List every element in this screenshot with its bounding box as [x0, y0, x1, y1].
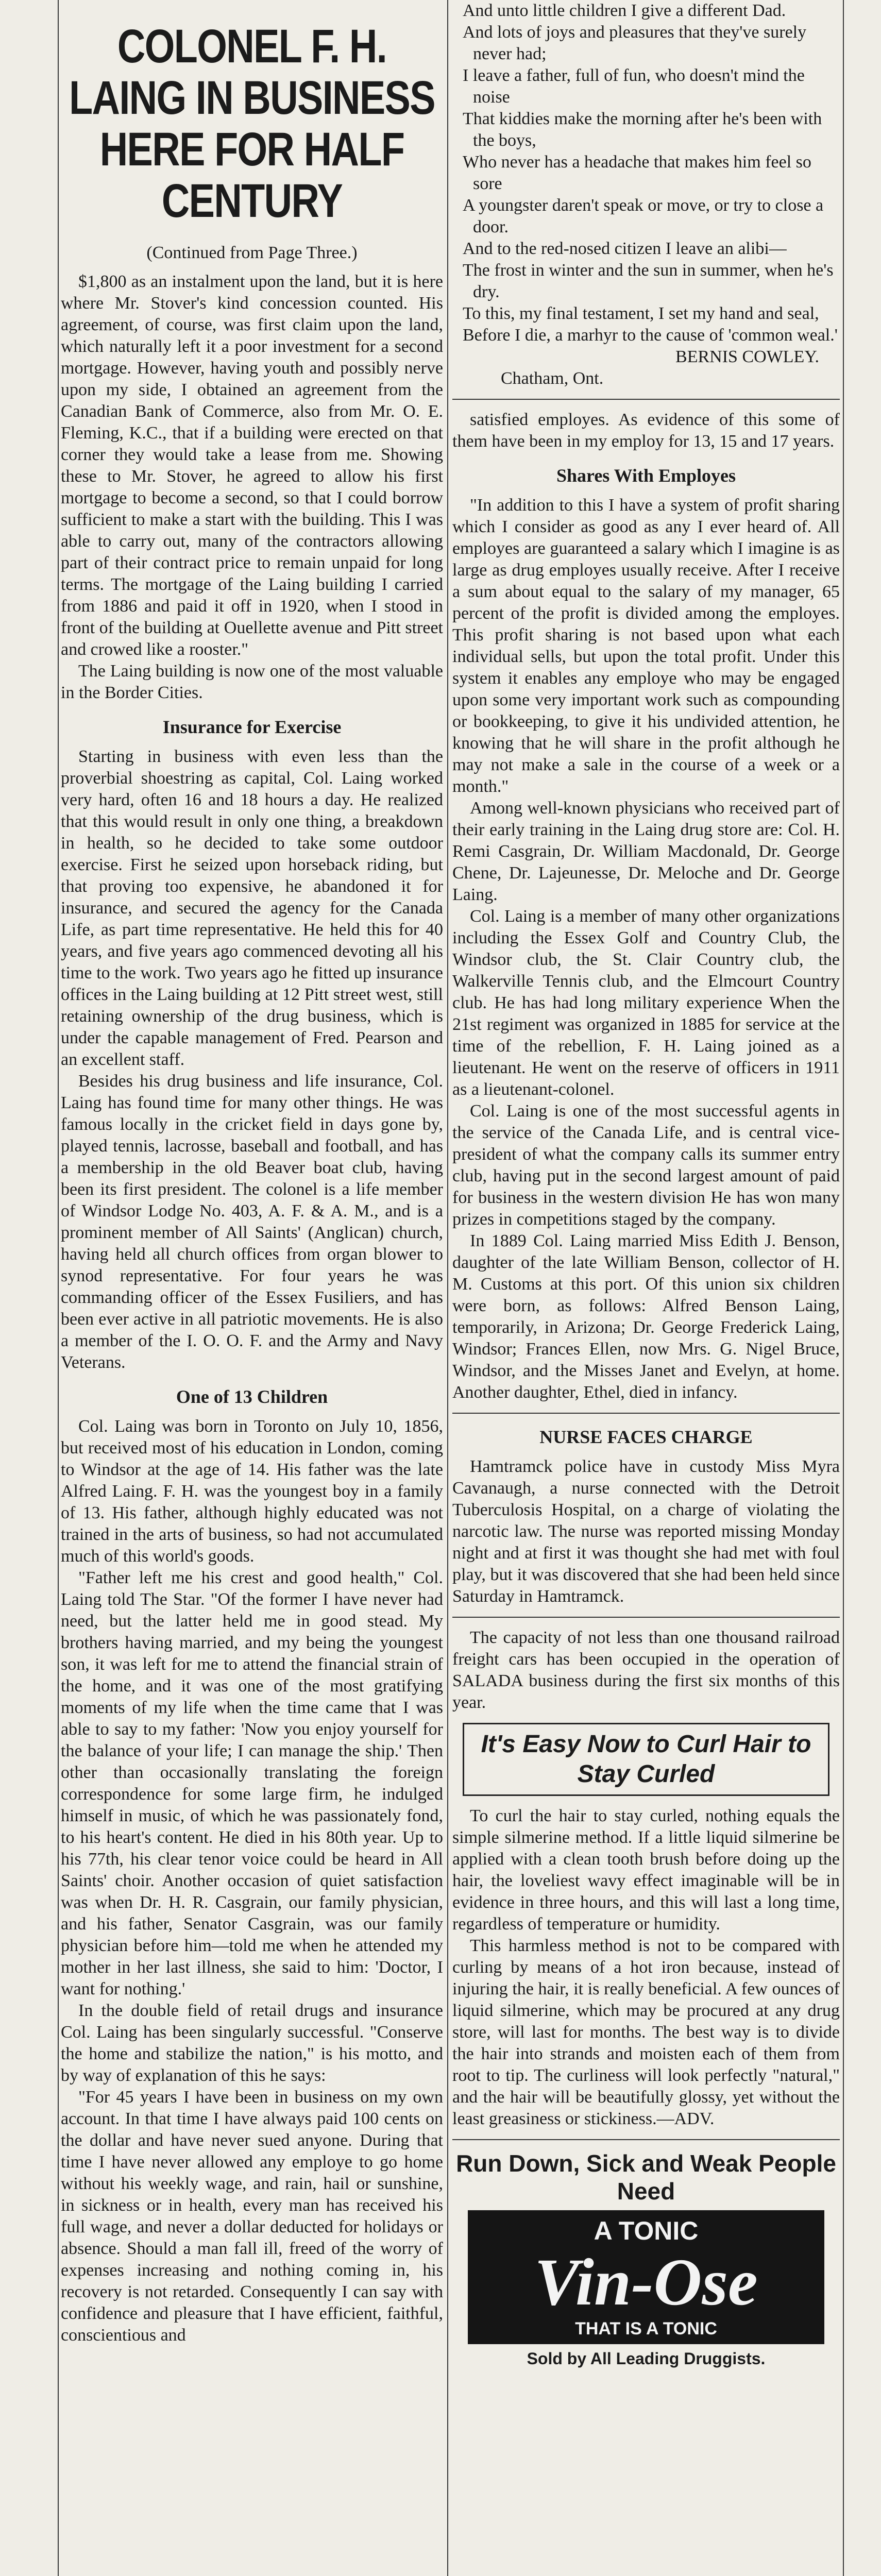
curl-ad-title: It's Easy Now to Curl Hair to Stay Curled	[481, 1731, 811, 1788]
poem-paragraph: And to the red-nosed citizen I leave an alibi—	[463, 239, 787, 258]
intro-paragraph: The Laing building is now one of the most valuable in the Border Cities.	[61, 662, 443, 702]
poem-paragraph: To this, my final testament, I set my hand and seal,	[463, 304, 819, 323]
shares-paragraph: Col. Laing is one of the most successful agents in the service of the Canada Life, and is central vice-president of what the company calls its summer entry club, having put in the second largest amount of paid for business in the western division He has won many prizes in competitions staged by the company.	[452, 1101, 840, 1229]
children-paragraph: "Father left me his crest and good health," Col. Laing told The Star. "Of the former I have never had need, but the latter held me in good stead. My brothers having married, and my being the youngest son, it was left for me to attend the financial strain of the home, and it was one of the most gratifying moments of my life when the time came that I was able to say to my father: 'Now you enjoy yourself for the balance of your life; I can manage the ship.' Then other than occasionally translating the foreign correspondence for some large firm, he indulged himself in music, of which he was passionately fond, to his heart's content. He died in his 80th year. Up to his 77th, his clear tenor voice could be heard in All Saints' choir. Another occasion of quiet satisfaction was when Dr. H. R. Casgrain, our family physician, and his father, Senator Casgrain, was our family physician before him—told me when he attended my mother in her last illness, she said to him: 'Doctor, I want for nothing.'	[61, 1568, 443, 1998]
right-column	[452, 0, 840, 2371]
poem-paragraph: The frost in winter and the sun in summer, when he's dry.	[463, 261, 834, 301]
shares-paragraph: In 1889 Col. Laing married Miss Edith J. Benson, daughter of the late William Benson, collector of H. M. Customs at this port. Of this union six children were born, as follows: Alfred Benson Laing, temporarily, in Arizona; Dr. George Frederick Laing, Windsor; Frances Ellen, now Mrs. G. Nigel Bruce, Windsor, and the Misses Janet and Evelyn, at home. Another daughter, Ethel, died in infancy.	[452, 1231, 840, 1402]
poem-place: Chatham, Ont.	[501, 369, 604, 388]
main-article-column	[61, 0, 443, 2346]
employees-intro: satisfied employes. As evidence of this some of them have been in my employ for 13, 15 and 17 years.	[452, 410, 840, 451]
poem-paragraph: Who never has a headache that makes him feel so sore	[463, 152, 811, 193]
insurance-heading: Insurance for Exercise	[162, 717, 342, 737]
tonic-line-1: A TONIC	[594, 2216, 699, 2245]
curl-ad-body	[452, 1805, 840, 2130]
insurance-paragraph: Besides his drug business and life insurance, Col. Laing has found time for many other things. He was famous locally in the cricket field in days gone by, played tennis, lacrosse, baseball and football, and has a membership in the old Beaver boat club, having been its first president. The colonel is a life member of Windsor Lodge No. 403, A. F. & A. M., and is a prominent member of All Saints' (Anglican) church, having held all church offices from organ blower to synod representative. For four years he was commanding officer of the Essex Fusiliers, and has been ever active in all patriotic movements. He is also a member of the I. O. O. F. and the Army and Navy Veterans.	[61, 1072, 443, 1372]
salada-paragraph: The capacity of not less than one thousand railroad freight cars has been occupied in the operation of SALADA business during the first six months of this year.	[452, 1628, 840, 1712]
poem-paragraph: That kiddies make the morning after he's been with the boys,	[463, 109, 822, 150]
nurse-paragraph: Hamtramck police have in custody Miss Myra Cavanaugh, a nurse connected with the Detroit Tuberculosis Hospital, on a charge of violating the narcotic law. The nurse was reported missing Monday night and at first it was thought she had met with foul play, but it was discovered that she had been held since Saturday in Hamtramck.	[452, 1457, 840, 1606]
divider	[452, 1617, 840, 1618]
insurance-paragraph: Starting in business with even less than the proverbial shoestring as capital, Col. Laing worked very hard, often 16 and 18 hours a day. He realized that this would result in only one thing, a breakdown in health, so he decided to take some outdoor exercise. First he seized upon horseback riding, but that proving too expensive, he abandoned it for insurance, and secured the agency for the Canada Life, as part time representative. He held this for 40 years, and five years ago commenced devoting all his time to the work. Two years ago he fitted up insurance offices in the Laing building at 12 Pitt street west, still retaining ownership of the drug business, which is under the capable management of Fred. Pearson and an excellent staff.	[61, 747, 443, 1069]
curl-ad-title-box	[463, 1723, 829, 1796]
poem-paragraph: A youngster daren't speak or move, or try to close a door.	[463, 196, 824, 236]
divider	[452, 2139, 840, 2140]
poem-paragraph: I leave a father, full of fun, who doesn't mind the noise	[463, 66, 805, 107]
intro-paragraphs	[61, 271, 443, 704]
insurance-paragraphs	[61, 746, 443, 1374]
poem-paragraph: Before I die, a marhyr to the cause of 'common weal.'	[463, 326, 838, 345]
poem-paragraph: And unto little children I give a different Dad.	[463, 1, 786, 20]
tonic-ad-banner	[468, 2210, 824, 2344]
continued-note: (Continued from Page Three.)	[146, 243, 358, 262]
divider	[452, 1413, 840, 1414]
intro-paragraph: $1,800 as an instalment upon the land, but it is here where Mr. Stover's kind concession counted. His agreement, of course, was first claim upon the land, which naturally left it a poor investment for a second mortgage. However, having youth and possibly nerve upon my side, I obtained an agreement from the Canadian Bank of Commerce, also from Mr. O. E. Fleming, K.C., that if a building were erected on that corner they would take a lease from me. Showing these to Mr. Stover, he agreed to allow his first mortgage to become a second, so that I could borrow sufficient to make a start with the building. This I was able to carry out, many of the contractors allowing part of their contract price to remain unpaid for long terms. The mortgage of the Laing building I carried from 1886 and paid it off in 1920, when I stood in front of the building at Ouellette avenue and Pitt street and crowed like a rooster."	[61, 272, 443, 659]
tonic-line-2: THAT IS A TONIC	[575, 2319, 717, 2338]
children-paragraphs	[61, 1416, 443, 2346]
poem	[452, 0, 840, 346]
tonic-ad-title: Run Down, Sick and Weak People Need	[456, 2150, 836, 2205]
poem-signature: BERNIS COWLEY.	[675, 347, 819, 366]
shares-paragraphs	[452, 495, 840, 1403]
nurse-heading: NURSE FACES CHARGE	[539, 1427, 753, 1447]
shares-paragraph: Among well-known physicians who received part of their early training in the Laing drug store are: Col. H. Remi Casgrain, Dr. William Macdonald, Dr. George Chene, Dr. Lajeunesse, Dr. Meloche and Dr. George Laing.	[452, 799, 840, 904]
shares-paragraph: Col. Laing is a member of many other organizations including the Essex Golf and Country Club, the Windsor club, the St. Clair Country club, the Walkerville Tennis club, and the Elmcourt Country club. He has had long military experience When the 21st regiment was organized in 1885 for service at the time of the rebellion, F. H. Laing joined as a lieutenant. He went on the reserve of officers in 1911 as a lieutenant-colonel.	[452, 907, 840, 1099]
shares-heading: Shares With Employes	[556, 465, 736, 486]
shares-paragraph: "In addition to this I have a system of profit sharing which I consider as good as any I ever heard of. All employes are guaranteed a salary which I imagine is as large as drug employes usually receive. After I receive a sum about equal to the salary of my manager, 65 percent of the profit is divided among the employes. This profit sharing is not based upon what each individual sells, but upon the total profit. Under this system it enables any employe who may be engaged upon some very important work such as compounding or bookkeeping, to give it his undivided attention, he knowing that he will share in the profit although he may not make a sale in the course of a week or a month."	[452, 496, 840, 796]
tonic-brand: Vin-Ose	[534, 2245, 758, 2319]
curl-ad-paragraph: To curl the hair to stay curled, nothing equals the simple silmerine method. If a little liquid silmerine be applied with a clean tooth brush before doing up the hair, the loveliest wavy effect imaginable will be in evidence in three hours, and this will last a long time, regardless of temperature or humidity.	[452, 1806, 840, 1934]
curl-ad-paragraph: This harmless method is not to be compared with curling by means of a hot iron because, instead of injuring the hair, it is really beneficial. A few ounces of liquid silmerine, which may be procured at any drug store, will last for months. The best way is to divide the hair into strands and moisten each of them from root to tip. The curliness will look perfectly "natural," and the hair will be beautifully glossy, yet without the least greasiness or stickiness.—ADV.	[452, 1936, 840, 2128]
children-paragraph: "For 45 years I have been in business on my own account. In that time I have always paid 100 cents on the dollar and have never sued anyone. During that time I have never allowed any employe to go home without his weekly wage, and rain, hail or sunshine, in sickness or in health, every man has received his full wage, and never a dollar deducted for holidays or absence. Should a man fall ill, freed of the worry of expenses increasing and nothing coming in, his recovery is not retarded. Consequently I can say with confidence and pleasure that I have efficient, faithful, conscientious and	[61, 2088, 443, 2345]
headline: COLONEL F. H. LAING IN BUSINESS HERE FOR HALF CENTURY	[69, 20, 435, 227]
children-heading: One of 13 Children	[176, 1386, 328, 1407]
tonic-sold-by: Sold by All Leading Druggists.	[527, 2349, 766, 2368]
divider	[452, 399, 840, 400]
poem-paragraph: And lots of joys and pleasures that they've surely never had;	[463, 23, 807, 63]
children-paragraph: In the double field of retail drugs and insurance Col. Laing has been singularly successful. "Conserve the home and stabilize the nation," is his motto, and by way of explanation of this he says:	[61, 2001, 443, 2085]
children-paragraph: Col. Laing was born in Toronto on July 10, 1856, but received most of his education in London, coming to Windsor at the age of 14. His father was the late Alfred Laing. F. H. was the youngest boy in a family of 13. His father, although highly educated was not trained in the arts of business, so had not accumulated much of this world's goods.	[61, 1417, 443, 1566]
